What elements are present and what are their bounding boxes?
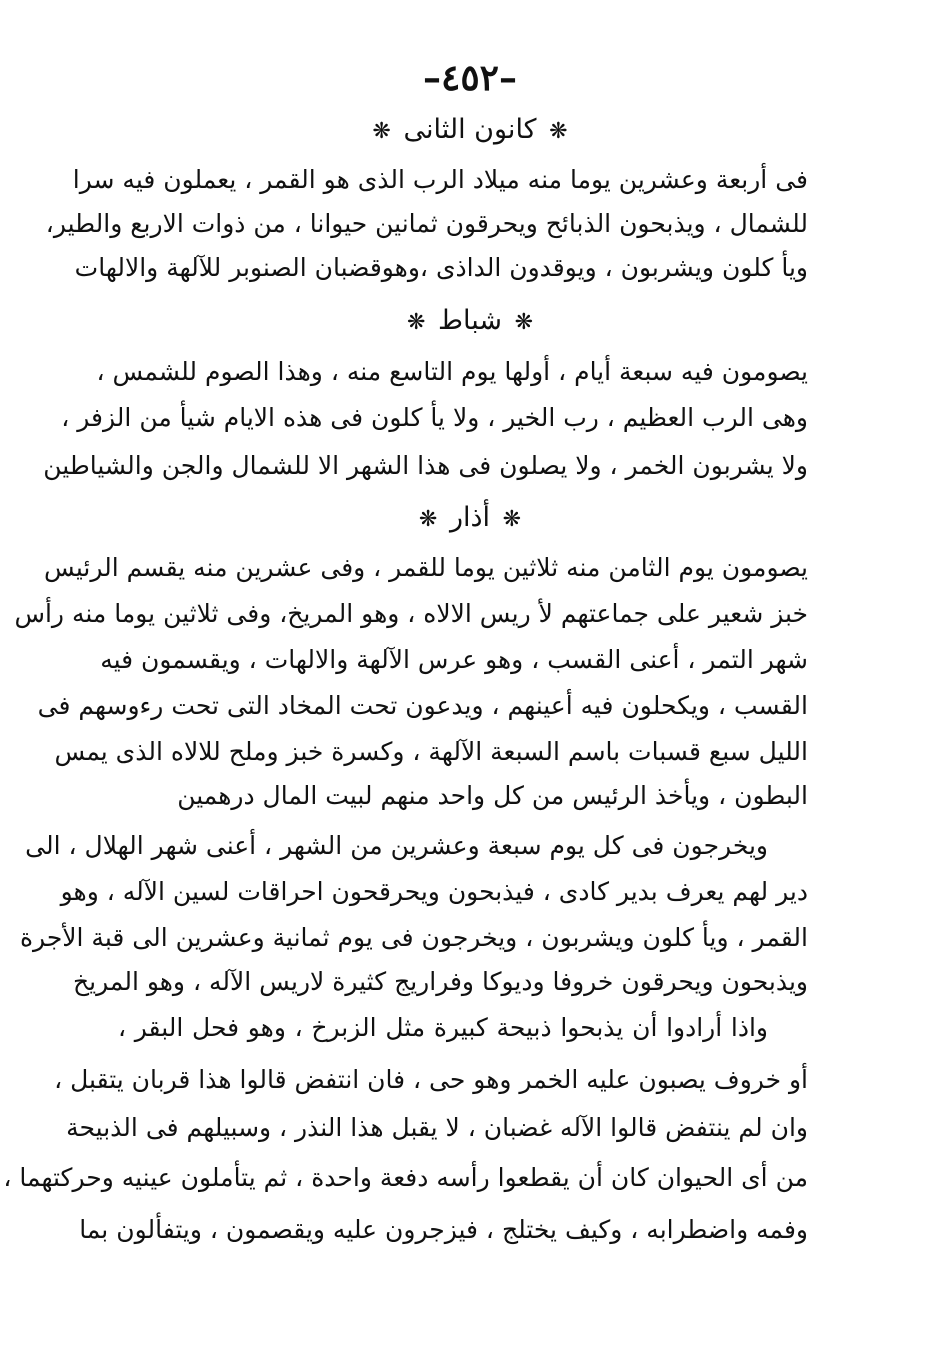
text-line: فى أربعة وعشرين يوما منه ميلاد الرب الذى هو القمر ، يعملون فيه سرا [72,165,808,194]
text-line: ويأ كلون ويشربون ، ويوقدون الداذى ،وهوقضبان الصنوبر للآلهة والالهات [74,253,808,282]
text-line: وهى الرب العظيم ، رب الخير ، ولا يأ كلون فى هذه الايام شيأ من الزفر ، [61,403,808,432]
text-line: من أى الحيوان كان أن يقطعوا رأسه دفعة واحدة ، ثم يتأملون عينيه وحركتهما ، [3,1163,808,1192]
text-line: للشمال ، ويذبحون الذبائح ويحرقون ثمانين حيوانا ، من ذوات الاربع والطير، [45,209,808,238]
section-heading-kanun-thani [0,112,940,150]
text-line: الليل سبع قسبات باسم السبعة الآلهة ، وكسرة خبز وملح للالاه الذى يمس [54,737,808,766]
ornament-icon: ❋ [372,119,391,144]
text-line: يصومون فيه سبعة أيام ، أولها يوم التاسع منه ، وهذا الصوم للشمس ، [96,357,808,386]
text-line: شهر التمر ، أعنى القسب ، وهو عرس الآلهة والالهات ، ويقسمون فيه [100,645,808,674]
text-line: وفمه واضطرابه ، وكيف يختلج ، فيزجرون عليه ويقصمون ، ويتفألون بما [79,1215,808,1244]
ornament-icon: ❋ [514,310,534,335]
text-line: خبز شعير على جماعتهم لأ ريس الالاه ، وهو المريخ، وفى ثلاثين يوما منه رأس [14,599,808,628]
ornament-icon: ❋ [406,310,426,335]
heading-text: شباط [438,305,502,336]
heading-text: أذار [449,502,491,533]
page-number: –٤٥٢– [422,57,517,99]
text-line: وان لم ينتفض قالوا الآله غضبان ، لا يقبل هذا النذر ، وسبيلهم فى الذبيحة [66,1113,808,1142]
text-line: أو خروف يصبون عليه الخمر وهو حى ، فان انتفض قالوا هذا قربان يتقبل ، [54,1065,808,1094]
ornament-icon: ❋ [418,507,438,532]
text-line: يصومون يوم الثامن منه ثلاثين يوما للقمر ، وفى عشرين منه يقسم الرئيس [43,553,808,582]
section-heading-adhar [0,500,940,538]
section-heading-shubat [0,303,940,341]
text-line: واذا أرادوا أن يذبحوا ذبيحة كبيرة مثل الزبرخ ، وهو فحل البقر ، [118,1013,768,1042]
text-line: دير لهم يعرف بدير كادى ، فيذبحون ويحرقحون احراقات لسين الآله ، وهو [60,877,808,906]
text-line: القسب ، ويكحلون فيه أعينهم ، ويدعون تحت المخاد التى تحت رءوسهم فى [37,691,808,720]
ornament-icon: ❋ [502,507,522,532]
ornament-icon: ❋ [549,119,568,144]
text-line: البطون ، ويأخذ الرئيس من كل واحد منهم لبيت المال درهمين [177,781,808,810]
text-line: القمر ، ويأ كلون ويشربون ، ويخرجون فى يوم ثمانية وعشرين الى قبة الأجرة [19,923,808,952]
text-line: ويذبحون ويحرقون خروفا وديوكا وفراريج كثيرة لاريس الآله ، وهو المريخ [72,967,808,996]
text-line: ولا يشربون الخمر ، ولا يصلون فى هذا الشهر الا للشمال والجن والشياطين [43,451,808,480]
text-line: ويخرجون فى كل يوم سبعة وعشرين من الشهر ، أعنى شهر الهلال ، الى [25,831,768,860]
heading-text: كانون الثانى [403,114,537,145]
